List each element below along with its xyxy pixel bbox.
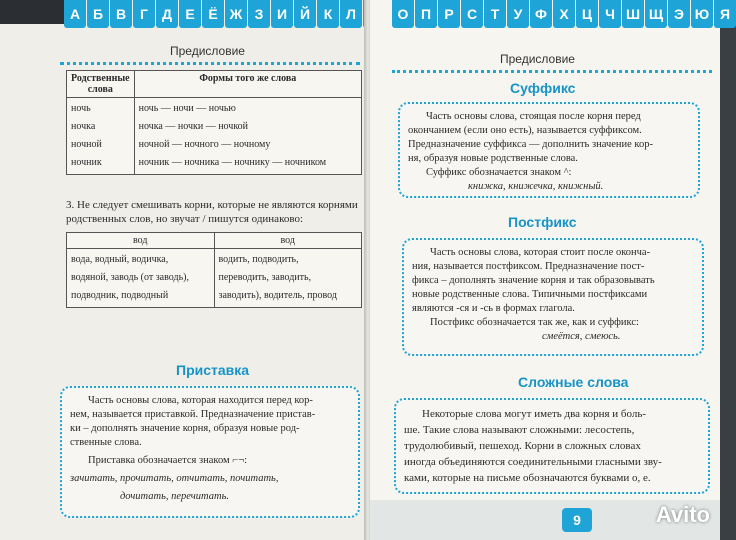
box-line: Постфикс обозначается так же, как и суффикс:: [430, 317, 639, 328]
box-example: дочитать, перечитать.: [120, 491, 230, 502]
box-line: Приставка обозначается знаком ⌐¬:: [88, 455, 248, 466]
homonym-roots-table: [66, 232, 362, 308]
table2-cell-2: [214, 249, 362, 308]
box-example: зачитать, прочитать, отчитать, почитать,: [70, 473, 279, 484]
table1-forms: ночник — ночника — ночнику — ночником: [138, 157, 327, 168]
box-line: являются -ся и -сь в формах глагола.: [412, 303, 575, 314]
dotted-divider-right: [392, 70, 712, 73]
page-header-left: Предисловие: [170, 44, 245, 58]
table2-line: подводник, подводный: [71, 290, 169, 301]
table2-line: вода, водный, водичка,: [71, 254, 169, 265]
alphabet-strip-right: [392, 0, 736, 30]
prefix-definition-box: [60, 386, 360, 518]
table1-words-cell: [67, 98, 135, 175]
alphabet-letter: И: [271, 0, 293, 28]
compound-words-title: Сложные слова: [518, 374, 629, 390]
table1-word: ночной: [71, 139, 102, 150]
table1-word: ночь: [71, 103, 91, 114]
postfix-definition-box: [402, 238, 704, 356]
table1-forms-cell: [134, 98, 361, 175]
postfix-title: Постфикс: [508, 214, 577, 230]
box-line: нем, называется приставкой. Предназначение пристав-: [70, 409, 316, 420]
alphabet-letter: Г: [133, 0, 155, 28]
alphabet-letter: П: [415, 0, 437, 28]
alphabet-letter: Ш: [622, 0, 644, 28]
related-words-table: [66, 70, 362, 175]
box-line: Суффикс обозначается знаком ^:: [426, 167, 572, 178]
box-line: Часть основы слова, стоящая после корня перед: [426, 111, 641, 122]
alphabet-letter: О: [392, 0, 414, 28]
table2-line: переводить, заводить,: [218, 272, 312, 283]
suffix-title: Суффикс: [510, 80, 576, 96]
box-line: ния, называется постфиксом. Предназначение пост-: [412, 261, 645, 272]
table1-header-forms: Формы того же слова: [134, 71, 361, 98]
box-line: ки – дополнять значение корня, образуя новые род-: [70, 423, 300, 434]
alphabet-letter: Э: [668, 0, 690, 28]
compound-words-box: [394, 398, 710, 494]
box-example: книжка, книжечка, книжный.: [468, 181, 604, 192]
note-paragraph: 3. Не следует смешивать корни, которые не являются корнями родственных слов, но звучат / пишутся одинаково:: [66, 199, 358, 225]
alphabet-letter: З: [248, 0, 270, 28]
alphabet-letter: Щ: [645, 0, 667, 28]
table1-forms: ночь — ночи — ночью: [138, 103, 236, 114]
table1-header-related: Родственные слова: [67, 71, 135, 98]
box-line: окончанием (если оно есть), называется суффиксом.: [408, 125, 642, 136]
table2-line: заводить), водитель, провод: [218, 290, 337, 301]
alphabet-letter: Е: [179, 0, 201, 28]
alphabet-strip-left: [64, 0, 385, 30]
alphabet-letter: С: [461, 0, 483, 28]
alphabet-letter: Ж: [225, 0, 247, 28]
dotted-divider-left: [60, 62, 360, 65]
table2-line: водить, подводить,: [218, 254, 299, 265]
box-line: Предназначение суффикса — дополнить значение кор-: [408, 139, 654, 150]
table2-line: водяной, заводь (от заводь),: [71, 272, 189, 283]
alphabet-letter: Ф: [530, 0, 552, 28]
box-line: ня, образуя новые родственные слова.: [408, 153, 578, 164]
table1-forms: ночка — ночки — ночкой: [138, 121, 249, 132]
table2-header-2: вод: [214, 233, 362, 249]
box-line: Часть основы слова, которая находится перед кор-: [88, 395, 313, 406]
box-line: фикса – дополнять значение корня и так образовывать: [412, 275, 655, 286]
alphabet-letter: Я: [714, 0, 736, 28]
alphabet-letter: Ч: [599, 0, 621, 28]
table2-header-1: вод: [67, 233, 215, 249]
box-line: ственные слова.: [70, 437, 142, 448]
box-line: ками, которые на письме обозначаются буквами о, е.: [404, 472, 651, 484]
page-header-right: Предисловие: [500, 52, 575, 66]
alphabet-letter: У: [507, 0, 529, 28]
alphabet-letter: Й: [294, 0, 316, 28]
prefix-title: Приставка: [176, 362, 250, 378]
alphabet-letter: Б: [87, 0, 109, 28]
avito-watermark: Avito: [655, 502, 710, 527]
table1-word: ночник: [71, 157, 102, 168]
box-line: ше. Такие слова называют сложными: лесостепь,: [404, 424, 635, 436]
box-line: иногда объединяются соединительными гласными зву-: [404, 456, 662, 468]
alphabet-letter: Ё: [202, 0, 224, 28]
alphabet-letter: К: [317, 0, 339, 28]
table1-word: ночка: [71, 121, 96, 132]
alphabet-letter: А: [64, 0, 86, 28]
suffix-definition-box: [398, 102, 700, 198]
box-line: новые родственные слова. Типичными постфиксами: [412, 289, 648, 300]
page-number: 9: [562, 508, 592, 532]
alphabet-letter: Д: [156, 0, 178, 28]
box-line: Часть основы слова, которая стоит после оконча-: [430, 247, 651, 258]
alphabet-letter: Ц: [576, 0, 598, 28]
alphabet-letter: Т: [484, 0, 506, 28]
alphabet-letter: Х: [553, 0, 575, 28]
alphabet-letter: В: [110, 0, 132, 28]
alphabet-letter: Ю: [691, 0, 713, 28]
background-strip: [0, 0, 64, 24]
left-page: [0, 0, 367, 540]
alphabet-letter: Л: [340, 0, 362, 28]
box-line: Некоторые слова могут иметь два корня и боль-: [422, 408, 647, 420]
alphabet-letter: Р: [438, 0, 460, 28]
box-example: смеётся, смеюсь.: [542, 331, 621, 342]
right-page: [370, 0, 731, 540]
table1-forms: ночной — ночного — ночному: [138, 139, 271, 150]
table2-cell-1: [67, 249, 215, 308]
box-line: трудолюбивый, пешеход. Корни в сложных словах: [404, 440, 641, 452]
